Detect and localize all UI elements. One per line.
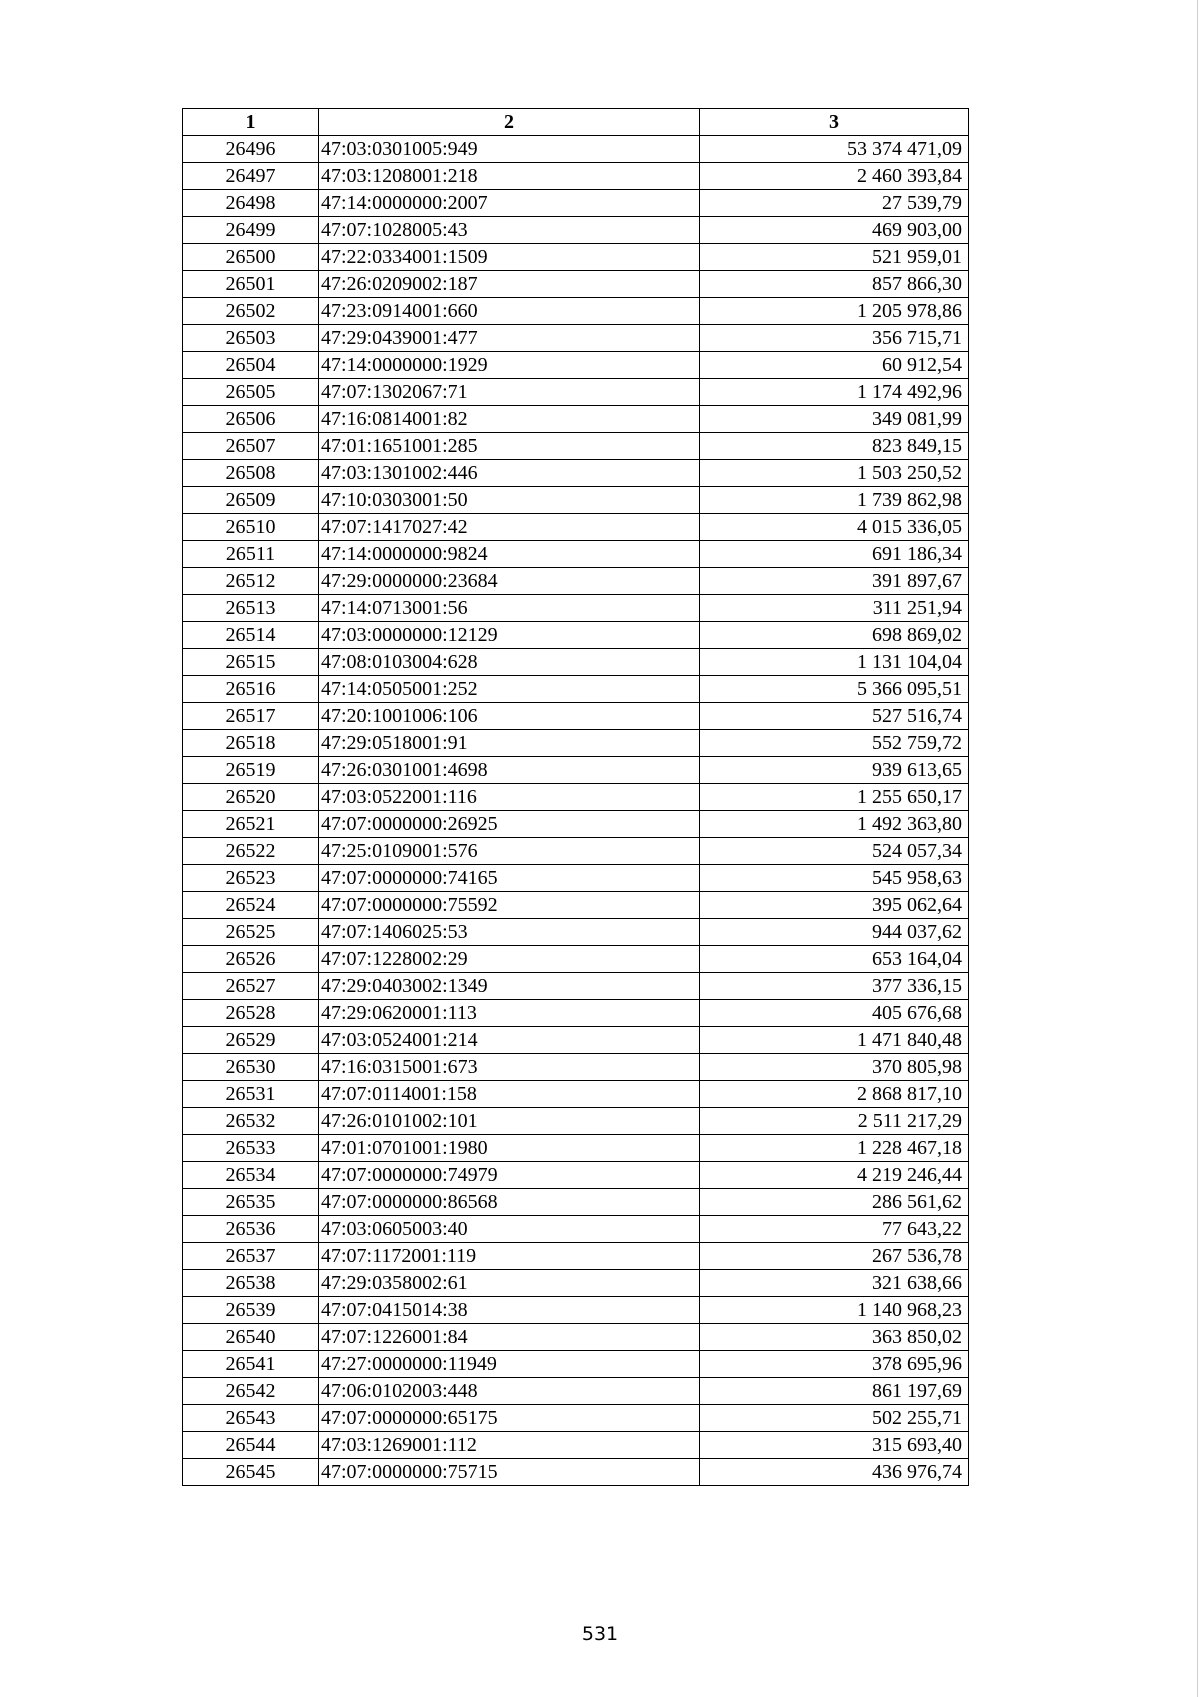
cadastral-number-cell: 47:07:1406025:53 bbox=[319, 919, 700, 946]
row-number-cell: 26544 bbox=[183, 1432, 319, 1459]
value-cell: 545 958,63 bbox=[700, 865, 969, 892]
row-number-cell: 26509 bbox=[183, 487, 319, 514]
row-number-cell: 26504 bbox=[183, 352, 319, 379]
row-number-cell: 26528 bbox=[183, 1000, 319, 1027]
value-cell: 370 805,98 bbox=[700, 1054, 969, 1081]
value-cell: 1 140 968,23 bbox=[700, 1297, 969, 1324]
cadastral-number-cell: 47:07:0000000:86568 bbox=[319, 1189, 700, 1216]
table-row bbox=[183, 1135, 969, 1162]
cadastral-number-cell: 47:07:1226001:84 bbox=[319, 1324, 700, 1351]
value-cell: 1 739 862,98 bbox=[700, 487, 969, 514]
table-row bbox=[183, 325, 969, 352]
cadastral-number-cell: 47:25:0109001:576 bbox=[319, 838, 700, 865]
row-number-cell: 26545 bbox=[183, 1459, 319, 1486]
value-cell: 469 903,00 bbox=[700, 217, 969, 244]
cadastral-number-cell: 47:06:0102003:448 bbox=[319, 1378, 700, 1405]
row-number-cell: 26500 bbox=[183, 244, 319, 271]
cadastral-number-cell: 47:23:0914001:660 bbox=[319, 298, 700, 325]
value-cell: 1 228 467,18 bbox=[700, 1135, 969, 1162]
value-cell: 60 912,54 bbox=[700, 352, 969, 379]
row-number-cell: 26540 bbox=[183, 1324, 319, 1351]
table-row bbox=[183, 136, 969, 163]
row-number-cell: 26538 bbox=[183, 1270, 319, 1297]
table-row bbox=[183, 595, 969, 622]
table-row bbox=[183, 838, 969, 865]
value-cell: 391 897,67 bbox=[700, 568, 969, 595]
cadastral-number-cell: 47:03:1301002:446 bbox=[319, 460, 700, 487]
table-row bbox=[183, 1459, 969, 1486]
table-row bbox=[183, 1270, 969, 1297]
table-row bbox=[183, 676, 969, 703]
cadastral-number-cell: 47:01:1651001:285 bbox=[319, 433, 700, 460]
cadastral-number-cell: 47:26:0209002:187 bbox=[319, 271, 700, 298]
row-number-cell: 26506 bbox=[183, 406, 319, 433]
table-row bbox=[183, 379, 969, 406]
row-number-cell: 26514 bbox=[183, 622, 319, 649]
table-row bbox=[183, 1000, 969, 1027]
value-cell: 857 866,30 bbox=[700, 271, 969, 298]
row-number-cell: 26503 bbox=[183, 325, 319, 352]
row-number-cell: 26501 bbox=[183, 271, 319, 298]
table-row bbox=[183, 892, 969, 919]
table-row bbox=[183, 541, 969, 568]
table-row bbox=[183, 244, 969, 271]
table-row bbox=[183, 460, 969, 487]
value-cell: 321 638,66 bbox=[700, 1270, 969, 1297]
cadastral-number-cell: 47:29:0518001:91 bbox=[319, 730, 700, 757]
row-number-cell: 26527 bbox=[183, 973, 319, 1000]
cadastral-number-cell: 47:03:1208001:218 bbox=[319, 163, 700, 190]
row-number-cell: 26496 bbox=[183, 136, 319, 163]
value-cell: 698 869,02 bbox=[700, 622, 969, 649]
cadastral-number-cell: 47:14:0505001:252 bbox=[319, 676, 700, 703]
cadastral-number-cell: 47:07:0000000:74979 bbox=[319, 1162, 700, 1189]
value-cell: 524 057,34 bbox=[700, 838, 969, 865]
row-number-cell: 26498 bbox=[183, 190, 319, 217]
cadastral-number-cell: 47:07:1028005:43 bbox=[319, 217, 700, 244]
table-row bbox=[183, 649, 969, 676]
cadastral-number-cell: 47:27:0000000:11949 bbox=[319, 1351, 700, 1378]
value-cell: 2 511 217,29 bbox=[700, 1108, 969, 1135]
cadastral-number-cell: 47:07:0000000:26925 bbox=[319, 811, 700, 838]
value-cell: 944 037,62 bbox=[700, 919, 969, 946]
value-cell: 4 015 336,05 bbox=[700, 514, 969, 541]
cadastral-number-cell: 47:07:1417027:42 bbox=[319, 514, 700, 541]
value-cell: 356 715,71 bbox=[700, 325, 969, 352]
table-row bbox=[183, 811, 969, 838]
value-cell: 27 539,79 bbox=[700, 190, 969, 217]
value-cell: 1 503 250,52 bbox=[700, 460, 969, 487]
cadastral-number-cell: 47:07:0000000:75592 bbox=[319, 892, 700, 919]
row-number-cell: 26525 bbox=[183, 919, 319, 946]
value-cell: 405 676,68 bbox=[700, 1000, 969, 1027]
value-cell: 691 186,34 bbox=[700, 541, 969, 568]
table-row bbox=[183, 406, 969, 433]
table-body bbox=[183, 136, 969, 1486]
row-number-cell: 26533 bbox=[183, 1135, 319, 1162]
row-number-cell: 26518 bbox=[183, 730, 319, 757]
value-cell: 521 959,01 bbox=[700, 244, 969, 271]
table-row bbox=[183, 1243, 969, 1270]
table-row bbox=[183, 1162, 969, 1189]
header-col-2: 2 bbox=[319, 109, 700, 136]
row-number-cell: 26531 bbox=[183, 1081, 319, 1108]
value-cell: 267 536,78 bbox=[700, 1243, 969, 1270]
row-number-cell: 26505 bbox=[183, 379, 319, 406]
cadastral-number-cell: 47:07:0000000:65175 bbox=[319, 1405, 700, 1432]
table-row bbox=[183, 1216, 969, 1243]
cadastral-number-cell: 47:29:0000000:23684 bbox=[319, 568, 700, 595]
table-row bbox=[183, 730, 969, 757]
table-row bbox=[183, 1027, 969, 1054]
row-number-cell: 26535 bbox=[183, 1189, 319, 1216]
table-row bbox=[183, 622, 969, 649]
row-number-cell: 26534 bbox=[183, 1162, 319, 1189]
cadastral-number-cell: 47:29:0439001:477 bbox=[319, 325, 700, 352]
row-number-cell: 26519 bbox=[183, 757, 319, 784]
table-row bbox=[183, 217, 969, 244]
cadastral-number-cell: 47:14:0000000:2007 bbox=[319, 190, 700, 217]
header-col-3: 3 bbox=[700, 109, 969, 136]
value-cell: 1 131 104,04 bbox=[700, 649, 969, 676]
value-cell: 2 460 393,84 bbox=[700, 163, 969, 190]
cadastral-number-cell: 47:14:0713001:56 bbox=[319, 595, 700, 622]
table-row bbox=[183, 1054, 969, 1081]
row-number-cell: 26510 bbox=[183, 514, 319, 541]
row-number-cell: 26536 bbox=[183, 1216, 319, 1243]
table-row bbox=[183, 352, 969, 379]
cadastral-number-cell: 47:22:0334001:1509 bbox=[319, 244, 700, 271]
cadastral-number-cell: 47:03:0524001:214 bbox=[319, 1027, 700, 1054]
row-number-cell: 26530 bbox=[183, 1054, 319, 1081]
row-number-cell: 26517 bbox=[183, 703, 319, 730]
table-row bbox=[183, 1324, 969, 1351]
header-row bbox=[183, 109, 969, 136]
cadastral-number-cell: 47:16:0814001:82 bbox=[319, 406, 700, 433]
table-row bbox=[183, 163, 969, 190]
table-row bbox=[183, 973, 969, 1000]
cadastral-number-cell: 47:14:0000000:1929 bbox=[319, 352, 700, 379]
row-number-cell: 26524 bbox=[183, 892, 319, 919]
table-row bbox=[183, 433, 969, 460]
value-cell: 823 849,15 bbox=[700, 433, 969, 460]
cadastral-number-cell: 47:29:0620001:113 bbox=[319, 1000, 700, 1027]
value-cell: 378 695,96 bbox=[700, 1351, 969, 1378]
row-number-cell: 26539 bbox=[183, 1297, 319, 1324]
row-number-cell: 26515 bbox=[183, 649, 319, 676]
row-number-cell: 26511 bbox=[183, 541, 319, 568]
value-cell: 5 366 095,51 bbox=[700, 676, 969, 703]
value-cell: 527 516,74 bbox=[700, 703, 969, 730]
cadastral-number-cell: 47:07:0000000:74165 bbox=[319, 865, 700, 892]
value-cell: 349 081,99 bbox=[700, 406, 969, 433]
value-cell: 436 976,74 bbox=[700, 1459, 969, 1486]
value-cell: 1 255 650,17 bbox=[700, 784, 969, 811]
row-number-cell: 26507 bbox=[183, 433, 319, 460]
row-number-cell: 26543 bbox=[183, 1405, 319, 1432]
row-number-cell: 26532 bbox=[183, 1108, 319, 1135]
value-cell: 653 164,04 bbox=[700, 946, 969, 973]
row-number-cell: 26499 bbox=[183, 217, 319, 244]
cadastral-number-cell: 47:07:0000000:75715 bbox=[319, 1459, 700, 1486]
cadastral-number-cell: 47:03:0605003:40 bbox=[319, 1216, 700, 1243]
table-row bbox=[183, 1297, 969, 1324]
value-cell: 4 219 246,44 bbox=[700, 1162, 969, 1189]
value-cell: 53 374 471,09 bbox=[700, 136, 969, 163]
value-cell: 1 492 363,80 bbox=[700, 811, 969, 838]
value-cell: 552 759,72 bbox=[700, 730, 969, 757]
value-cell: 861 197,69 bbox=[700, 1378, 969, 1405]
cadastral-number-cell: 47:16:0315001:673 bbox=[319, 1054, 700, 1081]
cadastral-number-cell: 47:07:1228002:29 bbox=[319, 946, 700, 973]
page-edge-line bbox=[1197, 0, 1198, 1697]
cadastral-number-cell: 47:07:0415014:38 bbox=[319, 1297, 700, 1324]
cadastral-number-cell: 47:07:1172001:119 bbox=[319, 1243, 700, 1270]
value-cell: 1 205 978,86 bbox=[700, 298, 969, 325]
row-number-cell: 26523 bbox=[183, 865, 319, 892]
cadastral-number-cell: 47:29:0358002:61 bbox=[319, 1270, 700, 1297]
row-number-cell: 26521 bbox=[183, 811, 319, 838]
row-number-cell: 26526 bbox=[183, 946, 319, 973]
value-cell: 363 850,02 bbox=[700, 1324, 969, 1351]
row-number-cell: 26508 bbox=[183, 460, 319, 487]
cadastral-number-cell: 47:03:1269001:112 bbox=[319, 1432, 700, 1459]
value-cell: 2 868 817,10 bbox=[700, 1081, 969, 1108]
value-cell: 502 255,71 bbox=[700, 1405, 969, 1432]
row-number-cell: 26502 bbox=[183, 298, 319, 325]
table-row bbox=[183, 190, 969, 217]
table-row bbox=[183, 1405, 969, 1432]
table-header bbox=[183, 109, 969, 136]
cadastral-number-cell: 47:20:1001006:106 bbox=[319, 703, 700, 730]
row-number-cell: 26520 bbox=[183, 784, 319, 811]
table-row bbox=[183, 1378, 969, 1405]
row-number-cell: 26513 bbox=[183, 595, 319, 622]
cadastral-number-cell: 47:26:0301001:4698 bbox=[319, 757, 700, 784]
table-row bbox=[183, 1108, 969, 1135]
table-row bbox=[183, 1081, 969, 1108]
row-number-cell: 26529 bbox=[183, 1027, 319, 1054]
value-cell: 939 613,65 bbox=[700, 757, 969, 784]
cadastral-number-cell: 47:07:1302067:71 bbox=[319, 379, 700, 406]
cadastral-number-cell: 47:10:0303001:50 bbox=[319, 487, 700, 514]
row-number-cell: 26512 bbox=[183, 568, 319, 595]
cadastral-number-cell: 47:03:0522001:116 bbox=[319, 784, 700, 811]
value-cell: 1 174 492,96 bbox=[700, 379, 969, 406]
table-row bbox=[183, 757, 969, 784]
value-cell: 315 693,40 bbox=[700, 1432, 969, 1459]
table-row bbox=[183, 919, 969, 946]
cadastral-number-cell: 47:03:0000000:12129 bbox=[319, 622, 700, 649]
row-number-cell: 26522 bbox=[183, 838, 319, 865]
table-row bbox=[183, 514, 969, 541]
table-row bbox=[183, 487, 969, 514]
value-cell: 395 062,64 bbox=[700, 892, 969, 919]
cadastral-number-cell: 47:01:0701001:1980 bbox=[319, 1135, 700, 1162]
table-row bbox=[183, 1189, 969, 1216]
table-row bbox=[183, 703, 969, 730]
table-row bbox=[183, 1351, 969, 1378]
cadastral-number-cell: 47:26:0101002:101 bbox=[319, 1108, 700, 1135]
value-cell: 1 471 840,48 bbox=[700, 1027, 969, 1054]
cadastral-number-cell: 47:29:0403002:1349 bbox=[319, 973, 700, 1000]
value-cell: 77 643,22 bbox=[700, 1216, 969, 1243]
header-col-1: 1 bbox=[183, 109, 319, 136]
value-cell: 311 251,94 bbox=[700, 595, 969, 622]
table-row bbox=[183, 946, 969, 973]
table-row bbox=[183, 865, 969, 892]
table-row bbox=[183, 784, 969, 811]
value-cell: 377 336,15 bbox=[700, 973, 969, 1000]
cadastral-number-cell: 47:07:0114001:158 bbox=[319, 1081, 700, 1108]
row-number-cell: 26516 bbox=[183, 676, 319, 703]
row-number-cell: 26542 bbox=[183, 1378, 319, 1405]
cadastral-number-cell: 47:08:0103004:628 bbox=[319, 649, 700, 676]
cadastral-number-cell: 47:14:0000000:9824 bbox=[319, 541, 700, 568]
row-number-cell: 26541 bbox=[183, 1351, 319, 1378]
page-number: 531 bbox=[581, 1623, 619, 1645]
row-number-cell: 26537 bbox=[183, 1243, 319, 1270]
table-row bbox=[183, 298, 969, 325]
data-table bbox=[182, 108, 969, 1486]
cadastral-number-cell: 47:03:0301005:949 bbox=[319, 136, 700, 163]
table-row bbox=[183, 271, 969, 298]
value-cell: 286 561,62 bbox=[700, 1189, 969, 1216]
row-number-cell: 26497 bbox=[183, 163, 319, 190]
table-row bbox=[183, 568, 969, 595]
table-row bbox=[183, 1432, 969, 1459]
